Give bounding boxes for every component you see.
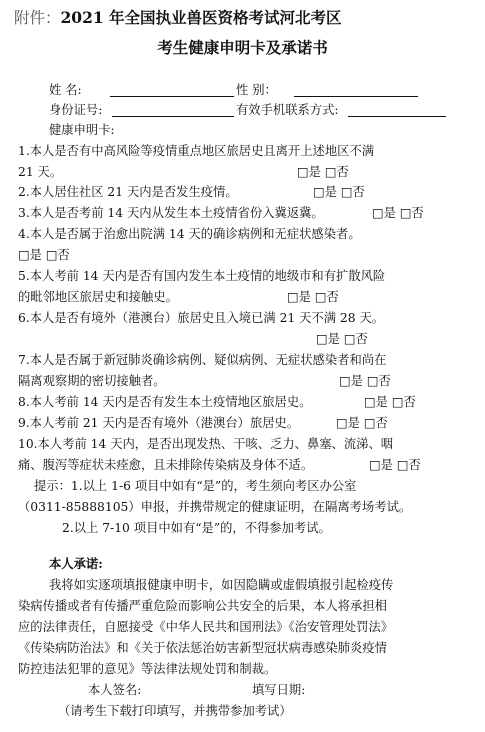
pledge-line-3: 应的法律责任，自愿接受《中华人民共和国刑法》《治安管理处罚法》 xyxy=(18,620,394,634)
item-10-yes-no[interactable]: □是 □否 xyxy=(369,458,421,472)
name-field[interactable] xyxy=(110,84,234,97)
attachment-prefix: 附件： xyxy=(14,9,61,27)
id-number-label: 身份证号: xyxy=(49,103,103,117)
pledge-line-5: 防控违法犯罪的意见》等法律法规处罚和制裁。 xyxy=(18,662,277,676)
document-subtitle: 考生健康申明卡及承诺书 xyxy=(157,38,328,57)
declaration-item-10: 10.本人考前 14 天内，是否出现发热、干咳、乏力、鼻塞、流涕、咽 xyxy=(18,437,394,451)
date-label: 填写日期: xyxy=(252,683,306,697)
note-1: 提示：1.以上 1-6 项目中如有“是”的，考生须向考区办公室 xyxy=(34,479,357,493)
pledge-line-1: 我将如实逐项填报健康申明卡，如因隐瞒或虚假填报引起检疫传 xyxy=(49,578,394,592)
item-8-yes-no[interactable]: □是 □否 xyxy=(364,395,416,409)
declaration-item-2: 2.本人居住社区 21 天内是否发生疫情。 xyxy=(18,185,238,199)
item-6-yes-no[interactable]: □是 □否 xyxy=(316,332,368,346)
id-number-field[interactable] xyxy=(112,104,234,117)
note-1-cont: （0311-85888105）申报，并携带规定的健康证明，在隔离考场考试。 xyxy=(18,500,412,514)
declaration-item-1: 1.本人是否有中高风险等疫情重点地区旅居史且离开上述地区不满 xyxy=(18,144,375,158)
download-note: （请考生下载打印填写，并携带参加考试） xyxy=(58,704,292,718)
declaration-item-8: 8.本人考前 14 天内是否有发生本土疫情地区旅居史。 xyxy=(18,395,312,409)
pledge-line-4: 《传染病防治法》和《关于依法惩治妨害新型冠状病毒感染肺炎疫情 xyxy=(18,641,387,655)
declaration-item-1-cont: 21 天。 xyxy=(18,165,63,179)
item-3-yes-no[interactable]: □是 □否 xyxy=(372,206,424,220)
declaration-item-7-cont: 隔离观察期的密切接触者。 xyxy=(18,374,166,388)
item-7-yes-no[interactable]: □是 □否 xyxy=(339,374,391,388)
name-label: 姓 名: xyxy=(49,83,82,97)
declaration-item-7: 7.本人是否属于新冠肺炎确诊病例、疑似病例、无症状感染者和尚在 xyxy=(18,353,387,367)
declaration-item-3: 3.本人是否考前 14 天内从发生本土疫情省份入冀返冀。 xyxy=(18,206,324,220)
item-2-yes-no[interactable]: □是 □否 xyxy=(313,185,365,199)
phone-label: 有效手机联系方式: xyxy=(236,103,339,117)
item-5-yes-no[interactable]: □是 □否 xyxy=(287,290,339,304)
declaration-item-9: 9.本人考前 21 天内是否有境外（港澳台）旅居史。 xyxy=(18,416,300,430)
phone-field[interactable] xyxy=(348,104,446,117)
pledge-heading: 本人承诺: xyxy=(49,556,103,571)
exam-title: 2021 年全国执业兽医资格考试河北考区 xyxy=(60,8,342,27)
declaration-item-6: 6.本人是否有境外（港澳台）旅居史且入境已满 21 天不满 28 天。 xyxy=(18,311,385,325)
declaration-item-10-cont: 痛、腹泻等症状未痊愈，且未排除传染病及身体不适。 xyxy=(18,458,314,472)
pledge-line-2: 染病传播或者有传播严重危险而影响公共安全的后果，本人将承担相 xyxy=(18,599,387,613)
gender-label: 性 别： xyxy=(236,83,277,97)
declaration-item-4: 4.本人是否属于治愈出院满 14 天的确诊病例和无症状感染者。 xyxy=(18,227,361,241)
item-4-yes-no[interactable]: □是 □否 xyxy=(18,248,70,262)
item-9-yes-no[interactable]: □是 □否 xyxy=(336,416,388,430)
item-1-yes-no[interactable]: □是 □否 xyxy=(297,165,349,179)
declaration-item-5: 5.本人考前 14 天内是否有国内发生本土疫情的地级市和有扩散风险 xyxy=(18,269,386,283)
declaration-item-5-cont: 的毗邻地区旅居史和接触史。 xyxy=(18,290,178,304)
gender-field[interactable] xyxy=(294,84,418,97)
note-2: 2.以上 7-10 项目中如有“是”的，不得参加考试。 xyxy=(62,521,331,535)
document-title xyxy=(14,10,342,27)
signature-label: 本人签名: xyxy=(88,683,142,697)
health-declaration-label: 健康申明卡: xyxy=(49,123,115,137)
